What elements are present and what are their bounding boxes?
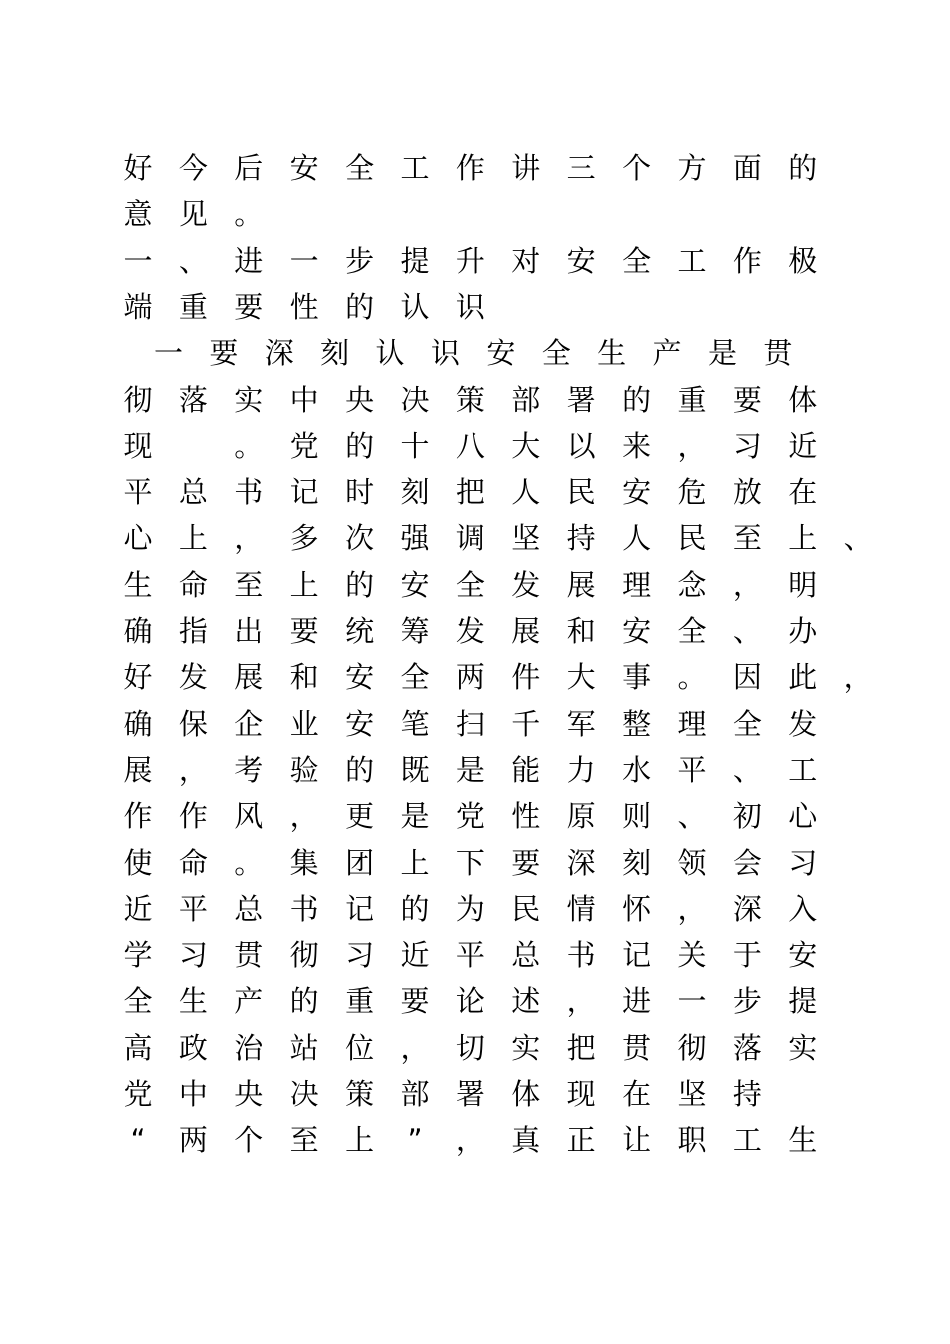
document-glyph: 验 <box>289 753 319 787</box>
document-glyph: 一 <box>153 336 183 370</box>
document-glyph: 体 <box>511 1077 541 1111</box>
document-glyph: 近 <box>400 938 430 972</box>
document-line-glyphs <box>0 1071 950 1117</box>
document-glyph: 、 <box>178 244 208 278</box>
document-glyph: 书 <box>289 892 319 926</box>
document-glyph: 央 <box>234 1077 264 1111</box>
document-glyph: 上 <box>788 521 818 555</box>
document-glyph: 重 <box>345 984 375 1018</box>
document-glyph: 近 <box>788 429 818 463</box>
document-glyph: 习 <box>732 429 762 463</box>
document-glyph: ， <box>455 1123 485 1157</box>
document-glyph: 扫 <box>455 707 485 741</box>
document-glyph: 至 <box>234 568 264 602</box>
document-glyph: 平 <box>677 753 707 787</box>
document-glyph: 策 <box>345 1077 375 1111</box>
document-glyph: 放 <box>732 475 762 509</box>
document-glyph: 彻 <box>289 938 319 972</box>
document-glyph: 作 <box>123 799 153 833</box>
document-glyph: 力 <box>566 753 596 787</box>
document-glyph: 重 <box>178 290 208 324</box>
document-glyph: 的 <box>345 753 375 787</box>
document-glyph: 决 <box>400 383 430 417</box>
document-glyph: 近 <box>123 892 153 926</box>
document-glyph: 部 <box>511 383 541 417</box>
document-glyph: 习 <box>178 938 208 972</box>
document-glyph: 安 <box>622 475 652 509</box>
document-glyph: 。 <box>677 660 707 694</box>
document-glyph: 作 <box>455 151 485 185</box>
document-glyph: 入 <box>788 892 818 926</box>
document-glyph: 是 <box>707 336 737 370</box>
document-glyph: ， <box>732 568 762 602</box>
document-glyph: ， <box>178 753 208 787</box>
document-glyph: 要 <box>289 614 319 648</box>
document-glyph: 安 <box>788 938 818 972</box>
document-glyph: 全 <box>677 614 707 648</box>
document-glyph: 署 <box>455 1077 485 1111</box>
document-glyph: 全 <box>541 336 571 370</box>
document-line-glyphs <box>0 284 950 330</box>
document-glyph: 坚 <box>677 1077 707 1111</box>
document-glyph: “ <box>130 1123 146 1157</box>
document-glyph: 时 <box>345 475 375 509</box>
document-glyph: 、 <box>732 753 762 787</box>
document-glyph: 的 <box>788 151 818 185</box>
document-glyph: 作 <box>178 799 208 833</box>
document-glyph: 和 <box>566 614 596 648</box>
document-line-glyphs <box>0 562 950 608</box>
document-glyph: 民 <box>511 892 541 926</box>
document-glyph: 进 <box>234 244 264 278</box>
document-glyph: 安 <box>345 707 375 741</box>
document-line-glyphs <box>0 793 950 839</box>
document-glyph: 情 <box>566 892 596 926</box>
document-glyph: 实 <box>788 1031 818 1065</box>
document-glyph: 彻 <box>123 383 153 417</box>
document-glyph: 展 <box>511 614 541 648</box>
document-glyph: 署 <box>566 383 596 417</box>
document-glyph: 决 <box>289 1077 319 1111</box>
document-glyph: 因 <box>732 660 762 694</box>
document-glyph: 切 <box>455 1031 485 1065</box>
document-glyph: ， <box>566 984 596 1018</box>
document-glyph: 落 <box>732 1031 762 1065</box>
document-glyph: 方 <box>677 151 707 185</box>
document-glyph: 展 <box>566 568 596 602</box>
document-line-glyphs <box>0 145 950 191</box>
document-glyph: 展 <box>234 660 264 694</box>
document-glyph: 、 <box>732 614 762 648</box>
document-line-glyphs <box>0 238 950 284</box>
document-glyph: 政 <box>178 1031 208 1065</box>
document-line-glyphs <box>0 1117 950 1163</box>
document-glyph: 治 <box>234 1031 264 1065</box>
document-glyph: 业 <box>289 707 319 741</box>
document-glyph: ， <box>289 799 319 833</box>
document-glyph: 民 <box>566 475 596 509</box>
document-glyph: 为 <box>455 892 485 926</box>
document-glyph: 步 <box>345 244 375 278</box>
document-glyph: 至 <box>732 521 762 555</box>
document-glyph: 要 <box>400 984 430 1018</box>
document-glyph: 生 <box>788 1123 818 1157</box>
document-glyph: 。 <box>234 197 264 231</box>
document-glyph: 要 <box>732 383 762 417</box>
document-glyph: 安 <box>400 568 430 602</box>
document-glyph: 书 <box>234 475 264 509</box>
document-glyph: 平 <box>178 892 208 926</box>
document-line-glyphs <box>0 654 950 700</box>
document-glyph: 上 <box>289 568 319 602</box>
document-glyph: 刻 <box>622 846 652 880</box>
document-glyph: 原 <box>566 799 596 833</box>
document-glyph: 位 <box>345 1031 375 1065</box>
document-glyph: 念 <box>677 568 707 602</box>
document-glyph: 发 <box>511 568 541 602</box>
document-glyph: 实 <box>234 383 264 417</box>
document-line-glyphs <box>0 515 950 561</box>
document-glyph: 至 <box>289 1123 319 1157</box>
document-glyph: 发 <box>788 707 818 741</box>
document-glyph: 要 <box>511 846 541 880</box>
document-glyph: 来 <box>622 429 652 463</box>
document-glyph: 书 <box>566 938 596 972</box>
document-line-glyphs <box>0 840 950 886</box>
document-glyph: 风 <box>234 799 264 833</box>
document-glyph: 集 <box>289 846 319 880</box>
document-glyph: 领 <box>677 846 707 880</box>
document-glyph: ， <box>843 660 873 694</box>
document-glyph: 好 <box>123 660 153 694</box>
document-glyph: 工 <box>788 753 818 787</box>
document-glyph: 彻 <box>677 1031 707 1065</box>
document-glyph: 坚 <box>511 521 541 555</box>
document-glyph: 理 <box>677 707 707 741</box>
document-glyph: 人 <box>622 521 652 555</box>
document-glyph: 策 <box>455 383 485 417</box>
document-glyph: 让 <box>622 1123 652 1157</box>
document-glyph: 是 <box>400 799 430 833</box>
document-glyph: 端 <box>123 290 153 324</box>
document-glyph: 述 <box>511 984 541 1018</box>
document-glyph: 提 <box>400 244 430 278</box>
document-line-glyphs <box>0 747 950 793</box>
document-glyph: ， <box>234 521 264 555</box>
document-glyph: 高 <box>123 1031 153 1065</box>
document-glyph: 面 <box>732 151 762 185</box>
document-glyph: 。 <box>234 846 264 880</box>
document-glyph: 命 <box>178 568 208 602</box>
document-glyph: 习 <box>788 846 818 880</box>
document-glyph: 工 <box>677 244 707 278</box>
document-glyph: 认 <box>375 336 405 370</box>
document-glyph: 真 <box>511 1123 541 1157</box>
document-glyph: 展 <box>123 753 153 787</box>
document-glyph: 上 <box>345 1123 375 1157</box>
document-glyph: 初 <box>732 799 762 833</box>
document-glyph: 论 <box>455 984 485 1018</box>
document-line-glyphs <box>0 886 950 932</box>
document-glyph: 人 <box>511 475 541 509</box>
document-glyph: 大 <box>566 660 596 694</box>
document-glyph: 进 <box>622 984 652 1018</box>
document-glyph: 体 <box>788 383 818 417</box>
document-glyph: 深 <box>566 846 596 880</box>
document-glyph: 性 <box>289 290 319 324</box>
document-glyph: 心 <box>123 521 153 555</box>
document-glyph: 作 <box>732 244 762 278</box>
document-glyph: 全 <box>455 568 485 602</box>
document-glyph: 明 <box>788 568 818 602</box>
document-line-glyphs <box>0 978 950 1024</box>
document-glyph: 党 <box>123 1077 153 1111</box>
document-glyph: 既 <box>400 753 430 787</box>
document-glyph: 、 <box>843 521 873 555</box>
document-glyph: 部 <box>400 1077 430 1111</box>
document-line-glyphs <box>0 330 950 376</box>
document-glyph: 在 <box>788 475 818 509</box>
document-glyph: 能 <box>511 753 541 787</box>
document-glyph: 记 <box>622 938 652 972</box>
document-glyph: 的 <box>622 383 652 417</box>
document-glyph: 全 <box>123 984 153 1018</box>
document-glyph: 记 <box>345 892 375 926</box>
document-line-glyphs <box>0 469 950 515</box>
document-glyph: 筹 <box>400 614 430 648</box>
document-glyph: 贯 <box>763 336 793 370</box>
document-glyph: 的 <box>345 568 375 602</box>
document-glyph: 个 <box>234 1123 264 1157</box>
document-glyph: 升 <box>455 244 485 278</box>
document-glyph: 把 <box>566 1031 596 1065</box>
document-line-glyphs <box>0 191 950 237</box>
document-glyph: 八 <box>455 429 485 463</box>
document-glyph: 企 <box>234 707 264 741</box>
document-glyph: 团 <box>345 846 375 880</box>
document-glyph: 心 <box>788 799 818 833</box>
document-glyph: 总 <box>234 892 264 926</box>
document-line-glyphs <box>0 608 950 654</box>
document-glyph: 会 <box>732 846 762 880</box>
document-glyph: 民 <box>677 521 707 555</box>
document-glyph: 两 <box>178 1123 208 1157</box>
document-glyph: 于 <box>732 938 762 972</box>
document-glyph: 识 <box>455 290 485 324</box>
document-glyph: 确 <box>123 614 153 648</box>
document-glyph: 发 <box>178 660 208 694</box>
document-glyph: 一 <box>677 984 707 1018</box>
document-glyph: 要 <box>234 290 264 324</box>
document-glyph: 贯 <box>234 938 264 972</box>
document-glyph: 全 <box>622 244 652 278</box>
document-glyph: 的 <box>345 429 375 463</box>
document-glyph: 保 <box>178 707 208 741</box>
document-glyph: 的 <box>289 984 319 1018</box>
document-glyph: 学 <box>123 938 153 972</box>
document-glyph: 千 <box>511 707 541 741</box>
document-glyph: 多 <box>289 521 319 555</box>
document-glyph: 件 <box>511 660 541 694</box>
document-glyph: 现 <box>566 1077 596 1111</box>
document-glyph: 考 <box>234 753 264 787</box>
document-glyph: 总 <box>178 475 208 509</box>
document-glyph: 强 <box>400 521 430 555</box>
document-glyph: 极 <box>788 244 818 278</box>
document-glyph: 深 <box>264 336 294 370</box>
document-glyph: 生 <box>123 568 153 602</box>
document-line-glyphs <box>0 701 950 747</box>
document-glyph: 平 <box>455 938 485 972</box>
document-glyph: 落 <box>178 383 208 417</box>
document-glyph: 平 <box>123 475 153 509</box>
document-glyph: 的 <box>400 892 430 926</box>
document-glyph: 好 <box>123 151 153 185</box>
document-line-glyphs <box>0 423 950 469</box>
document-glyph: 党 <box>289 429 319 463</box>
document-glyph: 产 <box>234 984 264 1018</box>
document-glyph: 站 <box>289 1031 319 1065</box>
document-glyph: 正 <box>566 1123 596 1157</box>
document-glyph: 整 <box>622 707 652 741</box>
document-glyph: ， <box>400 1031 430 1065</box>
document-glyph: 记 <box>289 475 319 509</box>
document-glyph: 发 <box>455 614 485 648</box>
document-glyph: 确 <box>123 707 153 741</box>
document-glyph: 大 <box>511 429 541 463</box>
document-glyph: 认 <box>400 290 430 324</box>
document-glyph: 事 <box>622 660 652 694</box>
document-glyph: 生 <box>597 336 627 370</box>
document-glyph: 则 <box>622 799 652 833</box>
document-line-glyphs <box>0 932 950 978</box>
document-glyph: 此 <box>788 660 818 694</box>
document-glyph: 怀 <box>622 892 652 926</box>
document-glyph: 安 <box>345 660 375 694</box>
document-glyph: 总 <box>511 938 541 972</box>
document-glyph: 对 <box>511 244 541 278</box>
document-glyph: 职 <box>677 1123 707 1157</box>
document-glyph: 全 <box>732 707 762 741</box>
document-glyph: 把 <box>455 475 485 509</box>
document-glyph: 指 <box>178 614 208 648</box>
document-glyph: 持 <box>566 521 596 555</box>
document-glyph: 提 <box>788 984 818 1018</box>
document-glyph: 命 <box>178 846 208 880</box>
document-glyph: 理 <box>622 568 652 602</box>
document-glyph: 贯 <box>622 1031 652 1065</box>
document-glyph: 步 <box>732 984 762 1018</box>
document-glyph: 讲 <box>511 151 541 185</box>
document-glyph: 出 <box>234 614 264 648</box>
document-glyph: 重 <box>677 383 707 417</box>
document-glyph: 性 <box>511 799 541 833</box>
document-glyph: 一 <box>123 244 153 278</box>
document-glyph: 意 <box>123 197 153 231</box>
document-glyph: 的 <box>345 290 375 324</box>
document-glyph: 现 <box>123 429 153 463</box>
document-glyph: 调 <box>455 521 485 555</box>
document-glyph: 办 <box>788 614 818 648</box>
document-glyph: 产 <box>652 336 682 370</box>
document-glyph: 。 <box>234 429 264 463</box>
document-glyph: 以 <box>566 429 596 463</box>
document-glyph: 全 <box>345 151 375 185</box>
document-glyph: 识 <box>430 336 460 370</box>
document-glyph: 生 <box>178 984 208 1018</box>
document-glyph: 关 <box>677 938 707 972</box>
document-glyph: 深 <box>732 892 762 926</box>
document-glyph: 安 <box>289 151 319 185</box>
document-glyph: 统 <box>345 614 375 648</box>
document-glyph: 党 <box>455 799 485 833</box>
document-glyph: 更 <box>345 799 375 833</box>
document-glyph: 次 <box>345 521 375 555</box>
document-glyph: ， <box>677 429 707 463</box>
document-glyph: 全 <box>400 660 430 694</box>
document-glyph: 上 <box>400 846 430 880</box>
document-glyph: 中 <box>289 383 319 417</box>
document-glyph: 上 <box>178 521 208 555</box>
document-line-glyphs <box>0 377 950 423</box>
document-glyph: 一 <box>289 244 319 278</box>
document-glyph: 在 <box>622 1077 652 1111</box>
document-glyph: 后 <box>234 151 264 185</box>
document-glyph: 持 <box>732 1077 762 1111</box>
document-glyph <box>178 423 208 469</box>
document-glyph: 央 <box>345 383 375 417</box>
document-glyph: 刻 <box>320 336 350 370</box>
document-glyph: 下 <box>455 846 485 880</box>
document-glyph: 安 <box>622 614 652 648</box>
document-glyph: 是 <box>455 753 485 787</box>
document-glyph: 十 <box>400 429 430 463</box>
document-glyph: 和 <box>289 660 319 694</box>
document-glyph: 危 <box>677 475 707 509</box>
document-glyph: 安 <box>566 244 596 278</box>
document-glyph: 使 <box>123 846 153 880</box>
document-glyph: 刻 <box>400 475 430 509</box>
document-glyph: 三 <box>566 151 596 185</box>
document-glyph: 军 <box>566 707 596 741</box>
document-glyph: 今 <box>178 151 208 185</box>
document-glyph: 、 <box>677 799 707 833</box>
document-glyph: 习 <box>345 938 375 972</box>
document-glyph: 个 <box>622 151 652 185</box>
document-glyph: 要 <box>209 336 239 370</box>
document-glyph: 安 <box>486 336 516 370</box>
document-glyph: 水 <box>622 753 652 787</box>
document-line-glyphs <box>0 1025 950 1071</box>
document-glyph: 中 <box>178 1077 208 1111</box>
document-glyph: 工 <box>400 151 430 185</box>
document-glyph: 笔 <box>400 707 430 741</box>
document-glyph: 工 <box>732 1123 762 1157</box>
document-glyph: ” <box>407 1123 423 1157</box>
document-glyph: 见 <box>178 197 208 231</box>
document-glyph: 实 <box>511 1031 541 1065</box>
document-glyph: 两 <box>455 660 485 694</box>
document-glyph: ， <box>677 892 707 926</box>
